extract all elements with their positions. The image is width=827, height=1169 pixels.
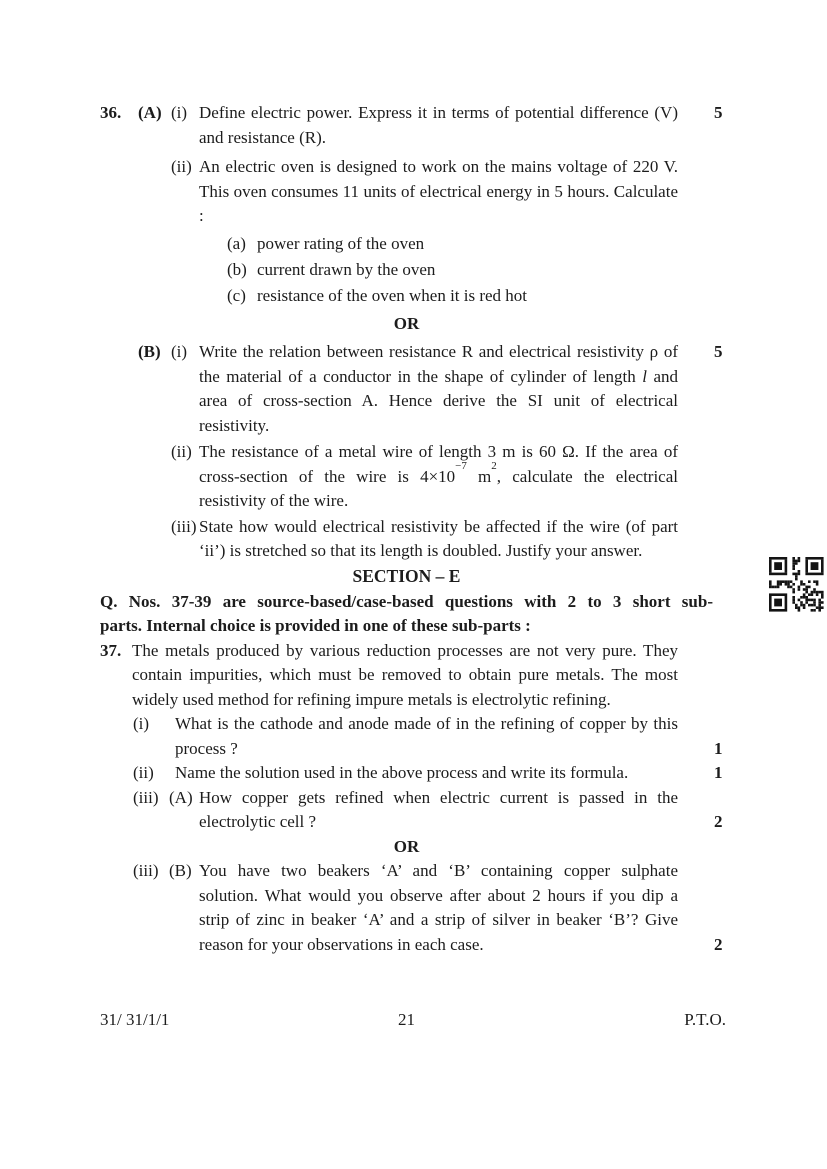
q36-a-i-label: (i)	[171, 103, 188, 122]
q37-iii-b-roman: (iii)	[133, 861, 159, 880]
qr-code-icon	[769, 557, 826, 612]
q36-a-ii-item-b	[100, 258, 713, 283]
q36-a-ii-label: (ii)	[171, 157, 192, 176]
section-e-instruction-line-2: parts. Internal choice is provided in one of these sub-parts :	[100, 616, 531, 635]
q36-a-marks: 5	[714, 103, 723, 122]
item-c-label: (c)	[227, 285, 246, 305]
page-content	[100, 0, 723, 957]
footer-pto-label: P.T.O.	[684, 1010, 726, 1029]
question-36-b-ii	[100, 440, 713, 514]
question-36-number: 36.	[100, 103, 122, 122]
q36-a-ii-text: An electric oven is designed to work on the mains voltage of 220 V. This oven consumes 11 units of electrical energy in 5 hours. Calculate :	[199, 157, 678, 225]
q36-part-b-label: (B)	[138, 342, 161, 361]
q37-iii-a-marks: 2	[714, 812, 723, 831]
question-37-intro	[100, 639, 713, 713]
question-37-ii	[100, 761, 723, 786]
footer-page-number: 21	[398, 1010, 415, 1029]
item-c-text: resistance of the oven when it is red hot	[257, 285, 528, 305]
item-a-label: (a)	[227, 233, 246, 253]
q37-i-label: (i)	[133, 714, 150, 733]
q37-iii-a-letter: (A)	[169, 787, 193, 807]
question-36-b-iii	[100, 515, 713, 564]
q37-ii-marks: 1	[714, 763, 723, 782]
q37-iii-a-text: How copper gets refined when electric current is passed in the electrolytic cell ?	[199, 787, 678, 831]
q36-b-iii-text: State how would electrical resistivity be affected if the wire (of part ‘ii’) is stretched so that its length is doubled. Justify your answer.	[199, 516, 678, 560]
q37-i-marks: 1	[714, 738, 723, 758]
question-36-a-ii	[100, 155, 713, 229]
q36-a-ii-item-c	[100, 284, 713, 309]
q37-or-heading: OR	[393, 836, 420, 856]
q36-b-iii-label: (iii)	[171, 516, 197, 536]
q36-b-marks: 5	[714, 342, 723, 361]
footer-paper-code: 31/ 31/1/1	[100, 1010, 170, 1029]
q37-ii-text: Name the solution used in the above process and write its formula.	[175, 763, 629, 782]
q36-part-a-label: (A)	[138, 103, 162, 122]
q37-i-text: What is the cathode and anode made of in the refining of copper by this process ?	[175, 714, 678, 758]
question-37-i	[100, 712, 723, 761]
q36-b-ii-text: The resistance of a metal wire of length 3 m is 60 Ω. If the area of cross-section of the wire is $4\times 10^{-7}$ $m^2$, calculate the electrical resistivity of the wire.	[199, 442, 678, 510]
question-37-iii-b	[100, 859, 723, 957]
q37-iii-b-letter: (B)	[169, 861, 192, 880]
q36-b-i-text: Write the relation between resistance R and electrical resistivity ρ of the material of a conductor in the shape of cylinder of length l and area of cross-section A. Hence derive the SI unit of electrical resistivity.	[199, 342, 679, 435]
section-e-instruction-line-1: Q. Nos. 37-39 are source-based/case-based questions with 2 to 3 short sub-	[100, 591, 713, 611]
item-a-text: power rating of the oven	[257, 233, 425, 253]
question-36-a-i	[100, 101, 723, 150]
q37-iii-a-roman: (iii)	[133, 787, 159, 807]
q37-ii-label: (ii)	[133, 763, 154, 782]
q37-iii-b-text: You have two beakers ‘A’ and ‘B’ containing copper sulphate solution. What would you observe after about 2 hours if you dip a strip of zinc in beaker ‘A’ and a strip of silver in beaker ‘B’? Give reason for your observations in each case.	[199, 861, 678, 954]
q36-or-heading: OR	[393, 313, 420, 333]
question-37-number: 37.	[100, 640, 122, 660]
q36-a-ii-item-a	[100, 232, 713, 257]
q37-intro-text: The metals produced by various reduction processes are not very pure. They contain impurities, which must be removed to obtain pure metals. The most widely used method for refining impure metals is electrolytic refining.	[132, 640, 678, 709]
section-e-heading: SECTION – E	[352, 565, 461, 586]
question-37-iii-a	[100, 786, 723, 835]
q37-iii-b-marks: 2	[714, 934, 723, 954]
question-36-b-i	[100, 340, 723, 438]
q36-b-i-label: (i)	[171, 342, 188, 361]
q36-a-i-text: Define electric power. Express it in terms of potential difference (V) and resistance (R).	[199, 103, 678, 147]
item-b-label: (b)	[227, 259, 247, 279]
q36-b-ii-label: (ii)	[171, 442, 192, 461]
item-b-text: current drawn by the oven	[257, 259, 436, 279]
